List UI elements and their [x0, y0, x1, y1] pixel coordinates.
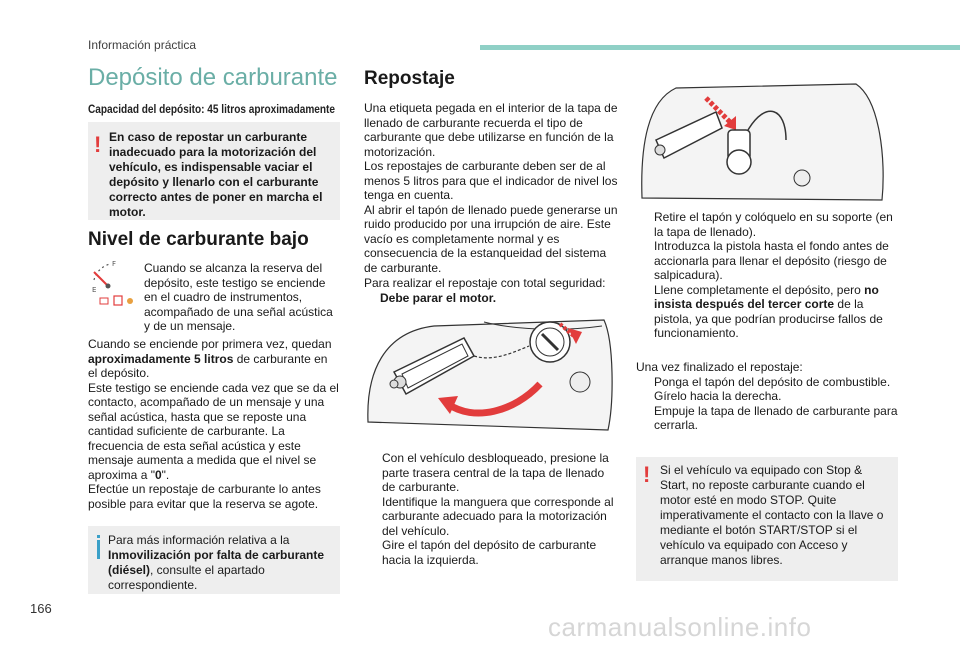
watermark: carmanualsonline.info [548, 612, 812, 642]
steps-list-b [636, 210, 898, 341]
warning-icon: ! [94, 132, 102, 157]
info-box-text [108, 533, 336, 593]
step-a-3: Gire el tapón del depósito de carburante hacia la izquierda. [382, 538, 597, 567]
warning-bottom-text: Si el vehículo va equipado con Stop & Start, no reposte carburante cuando el motor esté en modo STOP. Quite imperativamente el contacto con la llave o mediante el botón START/STOP si el vehículo va equipado con Acceso y arranque manos libres. [660, 463, 884, 567]
info-bold: Inmovilización por falta de carburante (diésel) [108, 548, 325, 577]
step-item [364, 495, 618, 539]
after-intro: Una vez finalizado el repostaje: [636, 360, 803, 374]
refuel-para2: Los repostajes de carburante deben ser de al menos 5 litros para que el indicador de nivel los tenga en cuenta. [364, 159, 618, 202]
step-item [364, 538, 618, 567]
info-post: , consulte el apartado correspondiente. [108, 563, 265, 592]
after-step-2: Gírelo hacia la derecha. [654, 389, 782, 403]
warning-box-top [88, 122, 340, 220]
safety-step-text: Debe parar el motor. [380, 290, 497, 305]
warning-top-text: En caso de repostar un carburante inadecuado para la motorización del vehículo, es indispensable vaciar el depósito y llenarlo con el carburante correcto antes de poner en marcha el motor. [109, 130, 323, 219]
low-fuel-para-bold: aproximadamente 5 litros [88, 351, 234, 366]
low-fuel-para-pre: Cuando se enciende por primera vez, quedan [88, 337, 332, 351]
refuel-para1: Una etiqueta pegada en el interior de la tapa de llenado de carburante recuerda el tipo de carburante que debe utilizarse en función de la motorización. [364, 101, 618, 159]
after-refuel-block [636, 360, 898, 433]
step-a-2: Identifique la manguera que corresponde al carburante adecuado para la motorización del vehículo. [382, 494, 614, 538]
low-fuel-paragraph [88, 337, 340, 511]
after-step-3: Empuje la tapa de llenado de carburante para cerrarla. [654, 403, 898, 432]
low-fuel-para3: Efectúe un repostaje de carburante lo antes posible para evitar que la reserva se agote. [88, 482, 321, 511]
warning-icon: ! [643, 462, 651, 487]
step-item [636, 404, 898, 433]
low-fuel-para-post: de carburante en el depósito. [88, 351, 328, 380]
step-item [636, 283, 898, 341]
after-step-1: Ponga el tapón del depósito de combustible. [654, 374, 891, 389]
tank-capacity: Capacidad del depósito: 45 litros aproximadamente [88, 102, 336, 116]
safety-step [364, 291, 618, 306]
steps-list-a [364, 451, 618, 567]
fuel-cap-illustration [636, 80, 890, 204]
step-item [636, 375, 898, 390]
info-box [88, 526, 340, 594]
step-item [636, 389, 898, 404]
step-b-3-pre: Llene completamente el depósito, pero [654, 282, 865, 297]
low-fuel-indicator-text: Cuando se alcanza la reserva del depósito, este testigo se enciende en el cuadro de instrumentos, acompañado de una señal acústica y de un mensaje. [144, 261, 333, 333]
low-fuel-para2-bold: 0 [154, 467, 162, 482]
info-pre: Para más información relativa a la [108, 533, 290, 547]
low-fuel-para2-pre: Este testigo se enciende cada vez que se da el contacto, acompañado de un mensaje y una señal acústica, hasta que se reposte una cantidad suficiente de carburante. La frecuencia de esta señal acústica y este mensaje aumenta a medida que el nivel se aproxima a " [88, 380, 339, 482]
header-accent-bar [480, 45, 960, 50]
safety-block [364, 276, 618, 305]
refuel-text [364, 101, 618, 275]
safety-intro: Para realizar el repostaje con total seguridad: [364, 276, 606, 290]
step-a-1: Con el vehículo desbloqueado, presione la parte trasera central de la tapa de llenado de carburante. [382, 451, 609, 494]
step-b-2: Introduzca la pistola hasta el fondo antes de accionarla para llenar el depósito (riesgo de salpicadura). [654, 239, 889, 282]
step-b-3-bold: no insista después del tercer corte [654, 282, 879, 311]
svg-text:F: F [112, 260, 117, 268]
refuel-para3: Al abrir el tapón de llenado puede generarse un ruido producido por una irrupción de aire. Este vacío es completamente normal y es consecuencia de la estanqueidad del sistema de carburante. [364, 202, 618, 275]
svg-text:E: E [92, 286, 97, 294]
info-icon [97, 540, 100, 559]
step-b-3-post: de la pistola, ya que podrían producirse fallos de funcionamiento. [654, 297, 883, 340]
info-icon-dot [97, 535, 100, 538]
page-number: 166 [30, 601, 52, 616]
warning-box-bottom [636, 457, 898, 581]
fuel-gauge-icon [90, 258, 138, 308]
page-title: Depósito de carburante [88, 64, 338, 91]
step-item [636, 239, 898, 283]
refuel-heading: Repostaje [364, 68, 455, 89]
low-fuel-para2-post: ". [161, 467, 170, 482]
fuel-flap-illustration [364, 312, 618, 440]
step-item [364, 451, 618, 495]
low-fuel-heading: Nivel de carburante bajo [88, 229, 309, 250]
section-header: Información práctica [88, 38, 197, 52]
step-item [636, 210, 898, 239]
step-b-1: Retire el tapón y colóquelo en su soporte (en la tapa de llenado). [654, 210, 893, 239]
